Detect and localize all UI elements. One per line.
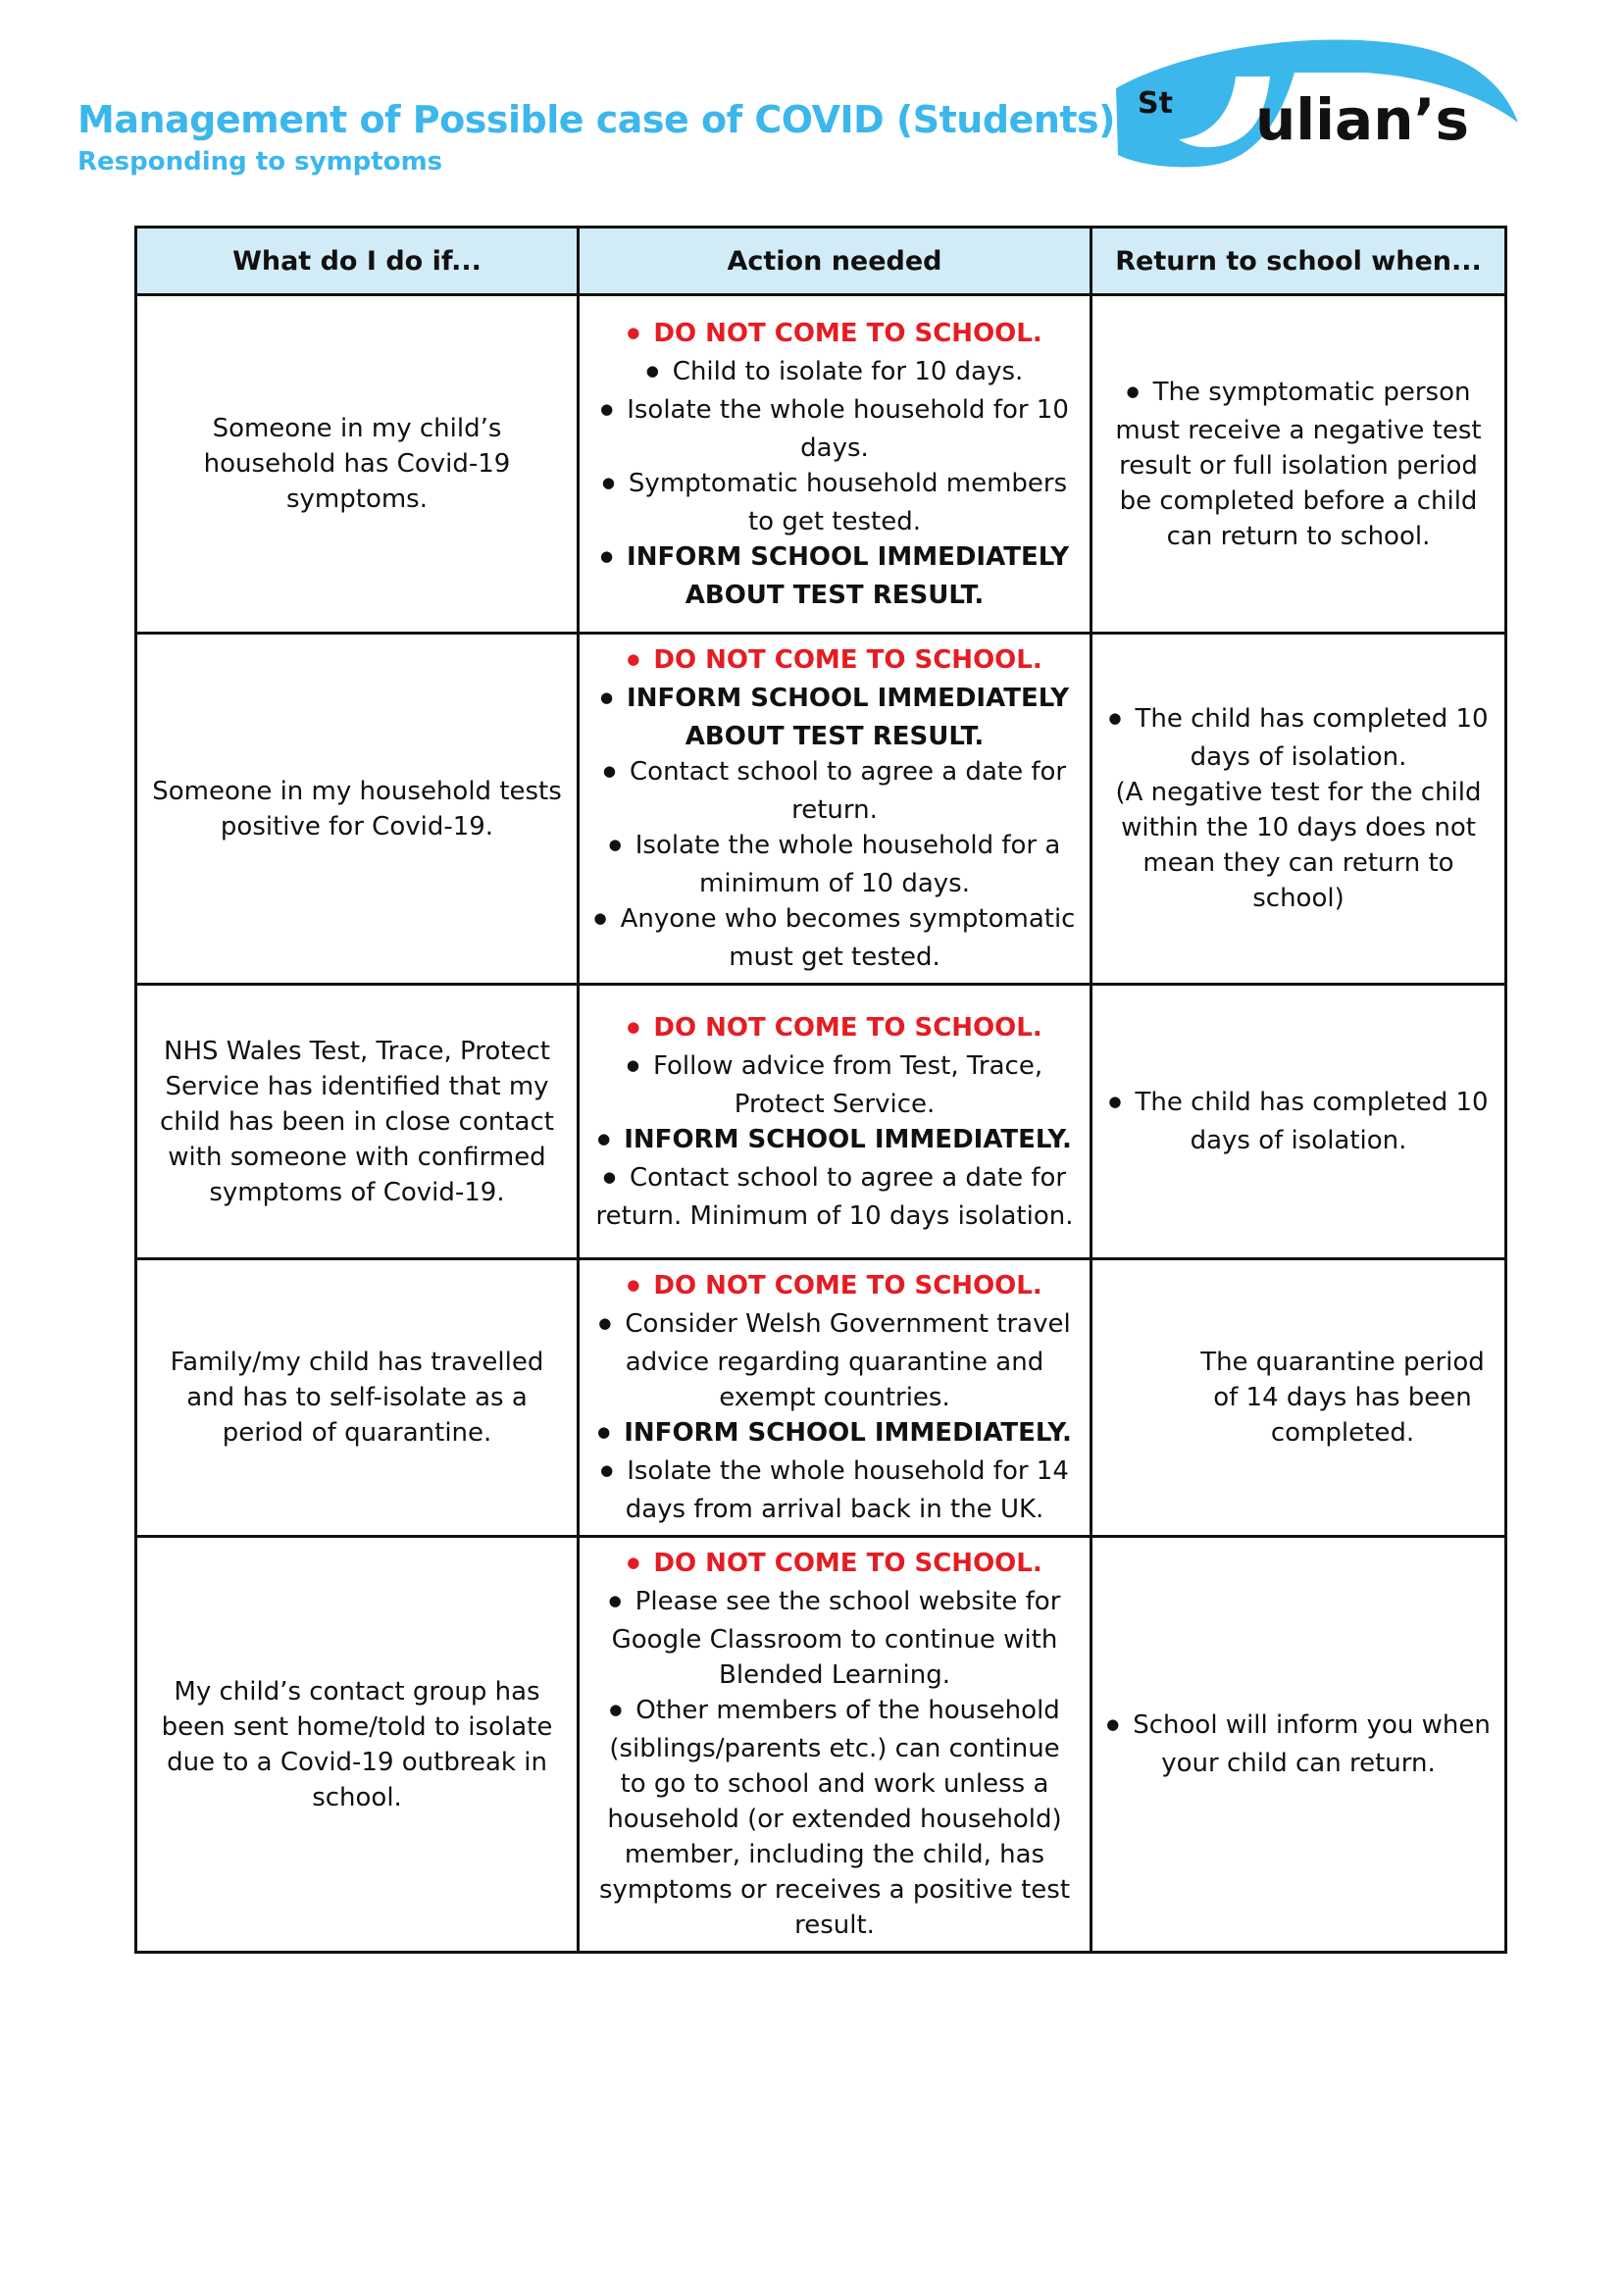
column-header-return: Return to school when... bbox=[1091, 228, 1506, 295]
situation-cell: NHS Wales Test, Trace, Protect Service has identified that my child has been in close contact with someone with confirmed symptoms of Covid-19. bbox=[136, 985, 579, 1259]
column-header-action: Action needed bbox=[579, 228, 1091, 295]
logo-text: ulian’s bbox=[1255, 86, 1470, 153]
return-cell bbox=[1091, 1537, 1506, 1953]
return-cell bbox=[1091, 1259, 1506, 1537]
action-cell bbox=[579, 985, 1091, 1259]
action-item: ● Isolate the whole household for 10 days. bbox=[593, 392, 1076, 466]
action-item: ● Other members of the household (siblings/parents etc.) can continue to go to school and work unless a household (or extended household) member, including the child, has symptoms or receives a positive test result. bbox=[593, 1693, 1076, 1943]
table-row bbox=[136, 985, 1506, 1259]
action-item: ● Isolate the whole household for 14 days from arrival back in the UK. bbox=[593, 1453, 1076, 1527]
return-cell bbox=[1091, 295, 1506, 634]
action-item: ● Isolate the whole household for a minimum of 10 days. bbox=[593, 828, 1076, 901]
action-cell bbox=[579, 634, 1091, 985]
return-cell bbox=[1091, 985, 1506, 1259]
table-header-row bbox=[136, 228, 1506, 295]
return-item: The quarantine period of 14 days has been completed. bbox=[1200, 1348, 1485, 1448]
situation-cell: Someone in my child’s household has Covid-19 symptoms. bbox=[136, 295, 579, 634]
situation-cell: Someone in my household tests positive for Covid-19. bbox=[136, 634, 579, 985]
table-row bbox=[136, 1537, 1506, 1953]
action-item: ● Child to isolate for 10 days. bbox=[593, 354, 1076, 392]
action-item: ● Contact school to agree a date for return. bbox=[593, 754, 1076, 828]
return-item: ● The child has completed 10 days of isolation. bbox=[1106, 1085, 1491, 1158]
guidance-table bbox=[134, 226, 1507, 1954]
logo-st: St bbox=[1138, 86, 1173, 121]
return-item: ● The symptomatic person must receive a negative test result or full isolation period be completed before a child can return to school. bbox=[1106, 375, 1491, 554]
page-title: Management of Possible case of COVID (Students) bbox=[77, 98, 1116, 141]
return-note: (A negative test for the child within the 10 days does not mean they can return to school) bbox=[1115, 778, 1482, 913]
action-item: ● Symptomatic household members to get tested. bbox=[593, 466, 1076, 539]
action-item: ● DO NOT COME TO SCHOOL. bbox=[593, 1268, 1076, 1306]
action-item: ● Please see the school website for Google Classroom to continue with Blended Learning. bbox=[593, 1584, 1076, 1693]
action-item: ● INFORM SCHOOL IMMEDIATELY ABOUT TEST RESULT. bbox=[593, 681, 1076, 754]
table-row bbox=[136, 1259, 1506, 1537]
action-item: ● Contact school to agree a date for return. Minimum of 10 days isolation. bbox=[593, 1160, 1076, 1234]
return-item: ● The child has completed 10 days of isolation. bbox=[1106, 701, 1491, 775]
column-header-situation: What do I do if... bbox=[136, 228, 579, 295]
return-item: ● School will inform you when your child can return. bbox=[1106, 1708, 1491, 1781]
school-logo bbox=[1108, 29, 1520, 172]
situation-cell: My child’s contact group has been sent home/told to isolate due to a Covid-19 outbreak in school. bbox=[136, 1537, 579, 1953]
action-item: ● DO NOT COME TO SCHOOL. bbox=[593, 642, 1076, 681]
action-item: ● DO NOT COME TO SCHOOL. bbox=[593, 1546, 1076, 1584]
action-item: ● DO NOT COME TO SCHOOL. bbox=[593, 316, 1076, 354]
action-cell bbox=[579, 1537, 1091, 1953]
action-item: ● Follow advice from Test, Trace, Protect Service. bbox=[593, 1048, 1076, 1122]
page-subtitle: Responding to symptoms bbox=[77, 147, 443, 177]
action-cell bbox=[579, 1259, 1091, 1537]
action-cell bbox=[579, 295, 1091, 634]
action-item: ● Consider Welsh Government travel advice regarding quarantine and exempt countries. bbox=[593, 1306, 1076, 1415]
action-item: ● DO NOT COME TO SCHOOL. bbox=[593, 1010, 1076, 1048]
action-item: ● INFORM SCHOOL IMMEDIATELY. bbox=[593, 1122, 1076, 1160]
situation-cell: Family/my child has travelled and has to self-isolate as a period of quarantine. bbox=[136, 1259, 579, 1537]
action-item: ● INFORM SCHOOL IMMEDIATELY ABOUT TEST RESULT. bbox=[593, 539, 1076, 613]
table-row bbox=[136, 634, 1506, 985]
action-item: ● INFORM SCHOOL IMMEDIATELY. bbox=[593, 1415, 1076, 1453]
table-row bbox=[136, 295, 1506, 634]
return-cell bbox=[1091, 634, 1506, 985]
action-item: ● Anyone who becomes symptomatic must get tested. bbox=[593, 901, 1076, 975]
